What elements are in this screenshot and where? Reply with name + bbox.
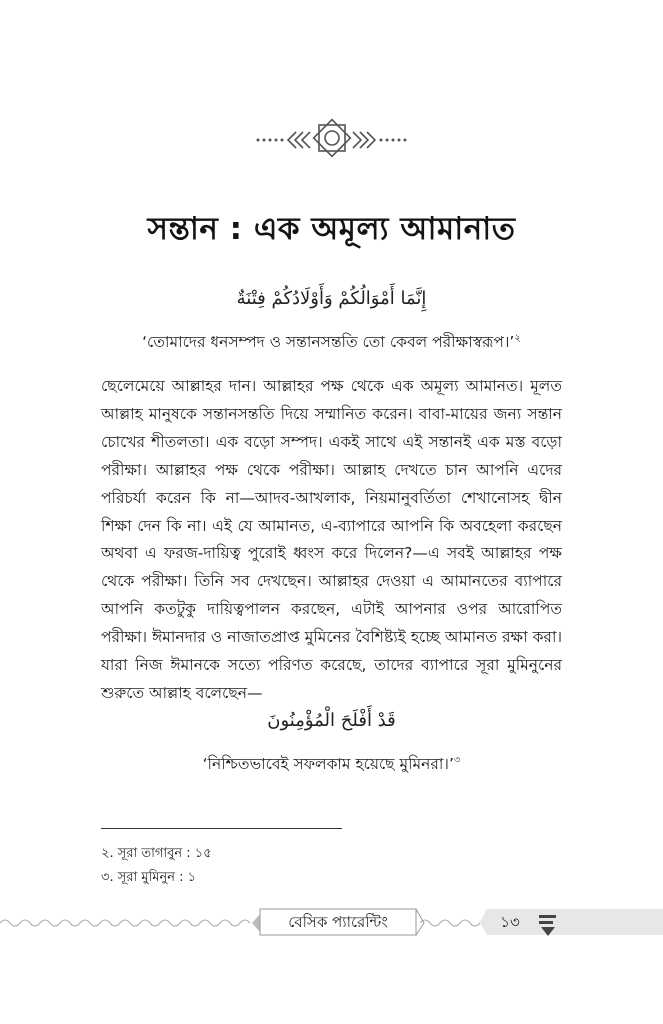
footnote-item: ২. সূরা তাগাবুন : ১৫: [101, 846, 212, 861]
verse-translation: ‘নিশ্চিতভাবেই সফলকাম হয়েছে মুমিনরা।’$^৩$: [202, 754, 461, 773]
footnotes: [101, 842, 212, 890]
chapter-title: সন্তান : এক অমূল্য আমানাত: [147, 211, 516, 247]
footnote-marker[interactable]: ৩: [453, 754, 461, 766]
footnote-divider: [101, 828, 342, 829]
page-number: ১৩: [500, 913, 520, 931]
arabic-verse: قَدْ أَفْلَحَ الْمُؤْمِنُونَ: [267, 710, 396, 731]
verse-translation: ‘তোমাদের ধনসম্পদ ও সন্তানসন্ততি তো কেবল পরীক্ষাস্বরূপ।’$^২$: [142, 332, 521, 351]
chapter-ornament: [0, 108, 663, 168]
footnote-item: ৩. সূরা মুমিনুন : ১: [101, 870, 197, 885]
book-title: বেসিক প্যারেন্টিং: [288, 913, 388, 931]
arabic-verse: إِنَّمَا أَمْوَالُكُمْ وَأَوْلَادُكُمْ فِتْنَةٌ: [236, 288, 427, 309]
footnote-marker[interactable]: ২: [514, 332, 521, 344]
body-paragraph: ছেলেমেয়ে আল্লাহর দান। আল্লাহর পক্ষ থেকে এক অমূল্য আমানত। মূলত আল্লাহ মানুষকে সন্তানসন্ততি দিয়ে সম্মানিত করেন। বাবা-মায়ের জন্য সন্তান চোখের শীতলতা। এক বড়ো সম্পদ। একই সাথে এই সন্তানই এক মস্ত বড়ো পরীক্ষা। আল্লাহর পক্ষ থেকে পরীক্ষা। আল্লাহ দেখতে চান আপনি এদের পরিচর্যা করেন কি না—আদব-আখলাক, নিয়মানুবর্তিতা শেখানোসহ দ্বীন শিক্ষা দেন কি না। এই যে আমানত, এ-ব্যাপারে আপনি কি অবহেলা করছেন অথবা এ ফরজ-দায়িত্ব পুরোই ধ্বংস করে দিলেন?—এ সবই আল্লাহর পক্ষ থেকে পরীক্ষা। তিনি সব দেখছেন। আল্লাহর দেওয়া এ আমানতের ব্যাপারে আপনি কতটুকু দায়িত্বপালন করছেন, এটাই আপনার ওপর আরোপিত পরীক্ষা। ঈমানদার ও নাজাতপ্রাপ্ত মুমিনের বৈশিষ্ট্যই হচ্ছে আমানত রক্ষা করা। যারা নিজ ঈমানকে সত্যে পরিণত করেছে, তাদের ব্যাপারে সূরা মুমিনুনের শুরুতে আল্লাহ বলেছেন—: [101, 377, 562, 702]
